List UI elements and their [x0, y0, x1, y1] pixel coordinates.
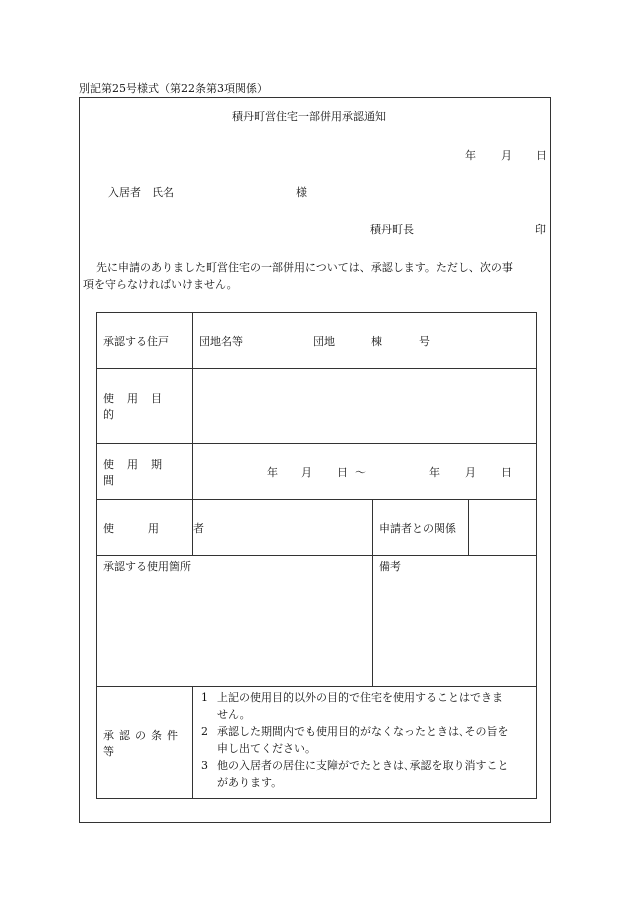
label-conditions: 承認の条件等: [97, 687, 193, 799]
condition-1-line1: 上記の使用目的以外の目的で住宅を使用することはできま: [217, 691, 503, 704]
relation-cell: [469, 500, 537, 556]
label-period: 使用期間: [97, 444, 193, 500]
form-title: 積丹町営住宅一部併用承認通知: [232, 110, 386, 123]
period-year-start: 年: [267, 466, 278, 479]
row-period: [97, 444, 537, 500]
condition-3-cont: があります。: [217, 776, 283, 789]
recipient-honorific: 様: [296, 186, 307, 199]
row-user: [97, 500, 537, 556]
date-year: 年: [465, 149, 476, 162]
issuer-seal: 印: [535, 223, 546, 236]
condition-3-num: 3: [201, 759, 208, 772]
period-tilde: ～: [355, 466, 366, 479]
condition-2-line1: 承認した期間内でも使用目的がなくなったときは､その旨を: [217, 725, 509, 738]
purpose-cell: [193, 369, 537, 444]
label-user-text: 使用者: [103, 522, 238, 535]
row-purpose: [97, 369, 537, 444]
condition-2-num: 2: [201, 725, 208, 738]
conditions-cell: [193, 687, 537, 799]
date-month: 月: [501, 149, 512, 162]
label-housing: 承認する住戸: [97, 313, 193, 369]
label-relation: 申請者との関係: [373, 500, 469, 556]
condition-3: [201, 757, 534, 774]
housing-name-label: 団地名等: [199, 335, 243, 348]
period-day-start: 日: [337, 466, 348, 479]
housing-danchi: 団地: [313, 335, 335, 348]
label-usage-place: 承認する使用箇所: [97, 556, 373, 687]
condition-1: [201, 689, 534, 706]
period-month-end: 月: [465, 466, 476, 479]
condition-2-cont: 申し出てください。: [217, 742, 316, 755]
label-purpose: 使用目的: [97, 369, 193, 444]
row-place: [97, 556, 537, 687]
issuer-name: 積丹町長: [370, 223, 414, 236]
condition-2: [201, 723, 534, 740]
date-day: 日: [536, 149, 547, 162]
condition-1-num: 1: [201, 691, 208, 704]
condition-3-line1: 他の入居者の居住に支障がでたときは､承認を取り消すこと: [217, 759, 509, 772]
period-cell: [193, 444, 537, 500]
row-housing: [97, 313, 537, 369]
body-text-line2: 項を守らなければいけません。: [83, 278, 238, 291]
body-text-line1: 先に申請のありました町営住宅の一部併用については、承認します。ただし、次の事: [96, 261, 513, 274]
housing-building: 棟: [371, 335, 382, 348]
row-conditions: [97, 687, 537, 799]
recipient-label: 入居者 氏名: [108, 186, 174, 199]
approval-table: [96, 312, 537, 799]
label-user: [97, 500, 238, 556]
condition-1-cont: せん。: [217, 708, 251, 721]
housing-cell: [193, 313, 537, 369]
form-number-note: 別記第25号様式（第22条第3項関係）: [79, 82, 268, 95]
label-remarks: 備考: [373, 556, 537, 687]
period-year-end: 年: [429, 466, 440, 479]
housing-unit: 号: [419, 335, 430, 348]
period-month-start: 月: [301, 466, 312, 479]
period-day-end: 日: [501, 466, 512, 479]
